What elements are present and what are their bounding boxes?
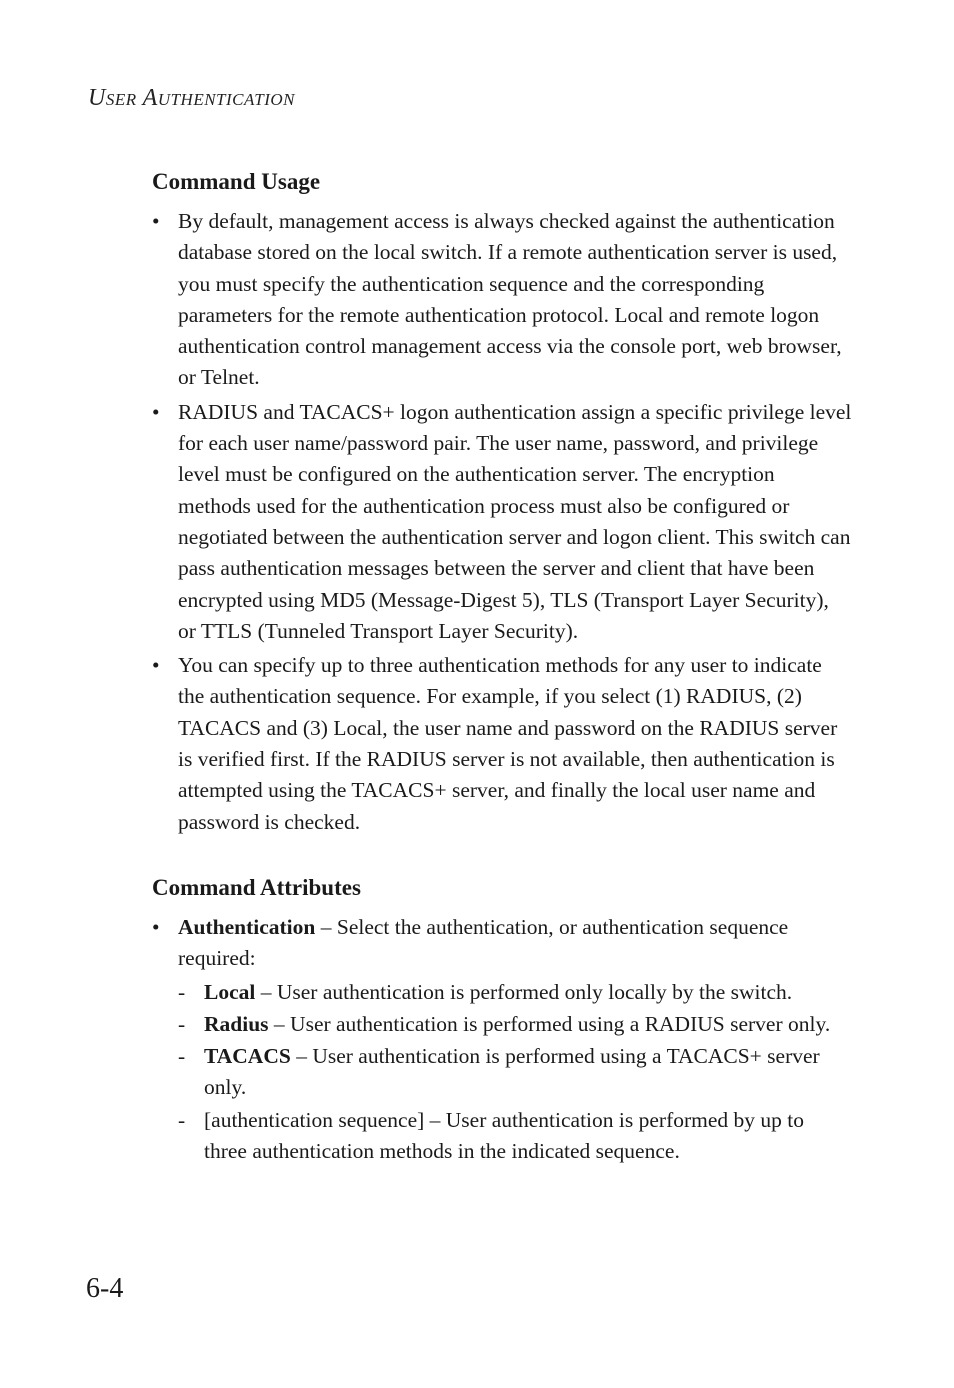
dash-icon: - xyxy=(178,1107,186,1132)
attribute-options-list xyxy=(178,977,852,1168)
option-term: TACACS xyxy=(204,1044,291,1069)
command-usage-list xyxy=(152,206,852,838)
list-item xyxy=(152,206,852,394)
page-content xyxy=(152,166,852,1170)
option-description: [authentication sequence] – User authentication is performed by up to three authentication methods in the indicated sequence. xyxy=(204,1107,805,1164)
option-description: – User authentication is performed using a TACACS+ server only. xyxy=(204,1044,820,1100)
sub-list-item xyxy=(178,977,852,1008)
list-item xyxy=(152,650,852,838)
dash-icon: - xyxy=(178,1011,186,1036)
command-attributes-list xyxy=(152,912,852,1167)
list-item xyxy=(152,397,852,647)
usage-text: By default, management access is always checked against the authentication database stored on the local switch. If a remote authentication server is used, you must specify the authentication sequence and the corresponding parameters for the remote authentication protocol. Local and remote logon authentication control management access via the console port, web browser, or Telnet. xyxy=(178,209,842,390)
command-usage-heading: Command Usage xyxy=(152,169,321,194)
bullet-icon: • xyxy=(152,914,160,939)
usage-text: You can specify up to three authentication methods for any user to indicate the authentication sequence. For example, if you select (1) RADIUS, (2) TACACS and (3) Local, the user name and password on the RADIUS server is verified first. If the RADIUS server is not available, then authentication is attempted using the TACACS+ server, and finally the local user name and password is checked. xyxy=(178,653,838,834)
option-description: – User authentication is performed using a RADIUS server only. xyxy=(268,1011,831,1036)
page-number: 6-4 xyxy=(86,1273,124,1304)
bullet-icon: • xyxy=(152,209,160,233)
usage-text: RADIUS and TACACS+ logon authentication assign a specific privilege level for each user name/password pair. The user name, password, and privilege level must be configured on the authentication server. The encryption methods used for the authentication process must also be configured or negotiated between the authentication server and logon client. This switch can pass authentication messages between the server and client that have been encrypted using MD5 (Message-Digest 5), TLS (Transport Layer Security), or TTLS (Tunneled Transport Layer Security). xyxy=(178,399,852,643)
option-term: Radius xyxy=(204,1011,269,1036)
dash-icon: - xyxy=(178,979,186,1004)
sub-list-item xyxy=(178,1009,852,1040)
option-description: – User authentication is performed only locally by the switch. xyxy=(255,979,793,1004)
bullet-icon: • xyxy=(152,653,160,678)
dash-icon: - xyxy=(178,1044,186,1069)
sub-list-item xyxy=(178,1041,852,1104)
bullet-icon: • xyxy=(152,399,160,424)
sub-list-item xyxy=(178,1105,852,1168)
running-header: User Authentication xyxy=(88,85,295,111)
list-item xyxy=(152,912,852,1167)
option-term: Local xyxy=(204,979,256,1004)
command-attributes-heading: Command Attributes xyxy=(152,874,361,900)
attribute-term: Authentication xyxy=(178,914,316,939)
attribute-description: – Select the authentication, or authentication sequence required: xyxy=(178,914,789,971)
